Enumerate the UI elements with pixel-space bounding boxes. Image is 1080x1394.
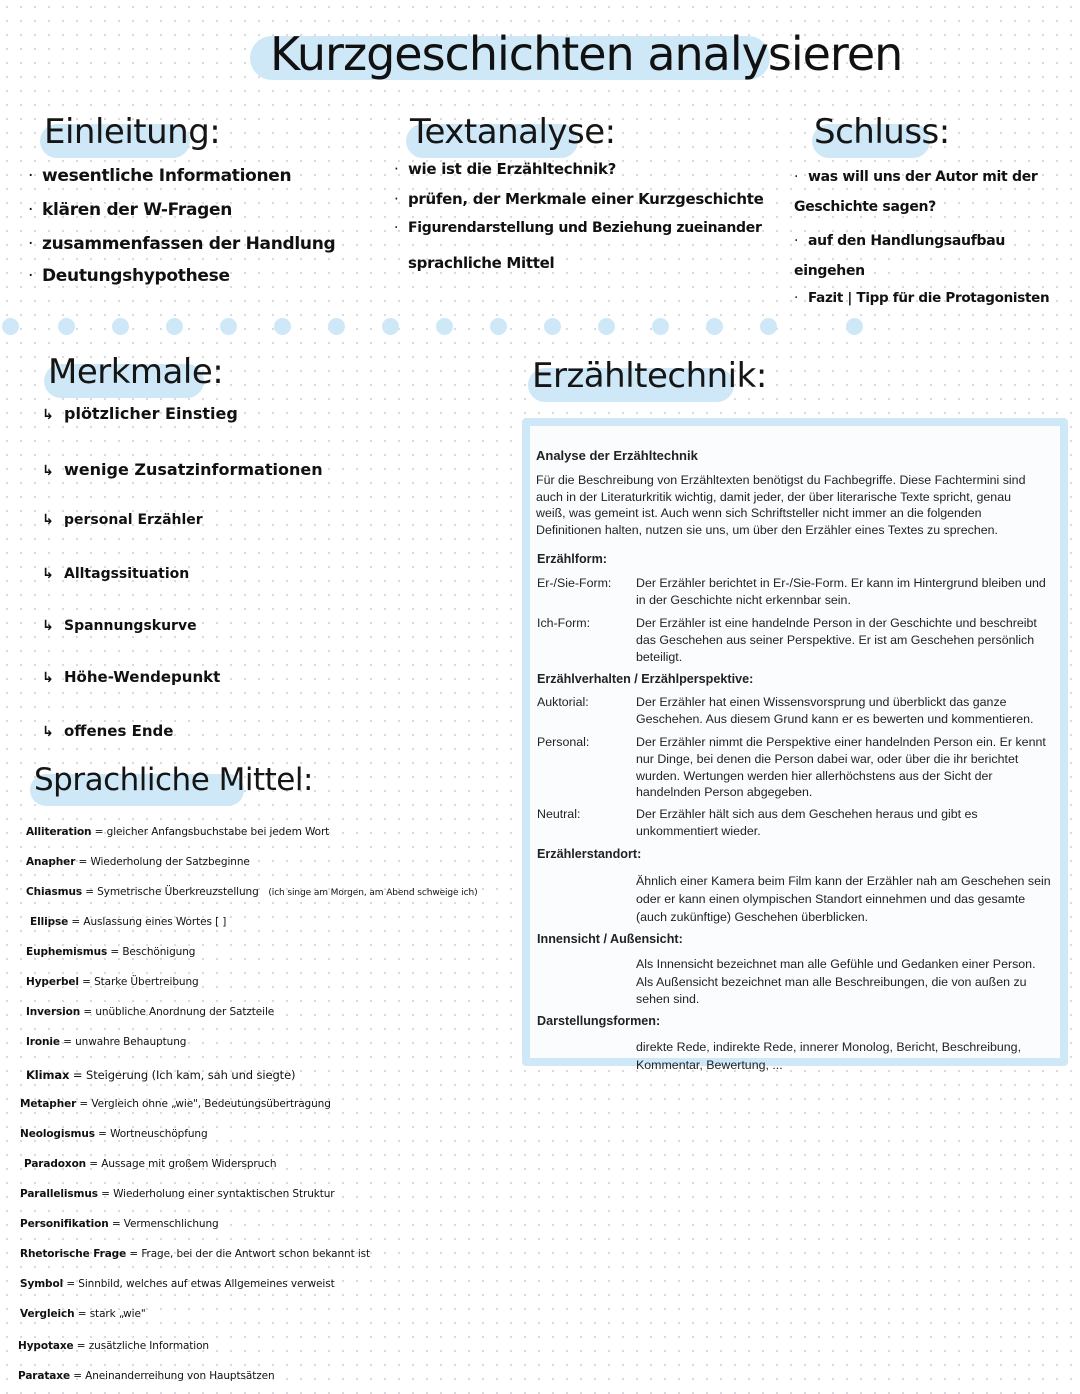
erzaehlerstandort-text: Ähnlich einer Kamera beim Film kann der Erzähler nah am Geschehen sein oder er kann einen olympischen Standort einnehmen und das gesamte (auch zukünftige) Geschehen überblicken.	[636, 874, 1051, 924]
merkmal-item: ↳ Spannungskurve	[42, 618, 197, 634]
sprachliche-mittel-heading: Sprachliche Mittel:	[34, 762, 313, 798]
erzaehlform-heading: Erzählform:	[537, 552, 607, 566]
stilmittel-item: Parataxe = Aneinanderreihung von Hauptsätzen	[18, 1370, 275, 1382]
textanalyse-item: · Figurendarstellung und Beziehung zueinander	[394, 220, 762, 236]
darstellungsformen-heading: Darstellungsformen:	[537, 1014, 661, 1028]
stilmittel-item: Vergleich = stark „wie"	[20, 1308, 146, 1320]
stilmittel-item: Euphemismus = Beschönigung	[26, 946, 196, 958]
textanalyse-heading: Textanalyse:	[410, 112, 616, 152]
einleitung-heading: Einleitung:	[44, 112, 221, 152]
darstellungsformen-text: direkte Rede, indirekte Rede, innerer Monolog, Bericht, Beschreibung, Kommentar, Bewertung, ...	[636, 1040, 1022, 1072]
schluss-item: · Fazit | Tipp für die Protagonisten	[794, 290, 1050, 306]
schluss-item: · was will uns der Autor mit der Geschichte sagen?	[794, 169, 1038, 215]
einleitung-item: · klären der W-Fragen	[28, 200, 233, 220]
infobox-title: Analyse der Erzähltechnik	[536, 448, 698, 463]
merkmale-heading: Merkmale:	[48, 352, 224, 392]
merkmal-item: ↳ Höhe-Wendepunkt	[42, 668, 221, 686]
einleitung-item: · Deutungshypothese	[28, 266, 230, 286]
stilmittel-item: Chiasmus = Symetrische Überkreuzstellung (ich singe am Morgen, am Abend schweige ich)	[26, 886, 478, 898]
stilmittel-item: Klimax = Steigerung (Ich kam, sah und siegte)	[26, 1068, 296, 1082]
stilmittel-item: Hypotaxe = zusätzliche Information	[18, 1340, 209, 1352]
innensicht-text: Als Innensicht bezeichnet man alle Gefühle und Gedanken einer Person. Als Außensicht bezeichnet man alle Beschreibungen, die von außen zu sehen sind.	[636, 957, 1036, 1006]
textanalyse-item: · wie ist die Erzähltechnik?	[394, 160, 617, 178]
stilmittel-item: Parallelismus = Wiederholung einer syntaktischen Struktur	[20, 1188, 335, 1200]
stilmittel-item: Metapher = Vergleich ohne „wie", Bedeutungsübertragung	[20, 1098, 331, 1110]
ich-form-label: Ich-Form:	[537, 616, 591, 630]
ich-form-text: Der Erzähler ist eine handelnde Person in der Geschichte und beschreibt das Geschehen aus seiner Perspektive. Er ist am Geschehen persönlich beteiligt.	[636, 616, 1037, 664]
einleitung-item: · wesentliche Informationen	[28, 166, 292, 186]
merkmal-item: ↳ personal Erzähler	[42, 512, 203, 528]
stilmittel-item: Ironie = unwahre Behauptung	[26, 1036, 187, 1048]
page-title: Kurzgeschichten analysieren	[270, 27, 903, 81]
merkmal-item: ↳ wenige Zusatzinformationen	[42, 460, 323, 479]
merkmal-item: ↳ plötzlicher Einstieg	[42, 404, 238, 423]
er-form-label: Er-/Sie-Form:	[537, 576, 612, 590]
stilmittel-item: Inversion = unübliche Anordnung der Satzteile	[26, 1006, 275, 1018]
textanalyse-item: · prüfen, der Merkmale einer Kurzgeschichte	[394, 190, 764, 208]
stilmittel-item: Neologismus = Wortneuschöpfung	[20, 1128, 208, 1140]
auktorial-label: Auktorial:	[537, 695, 589, 709]
stilmittel-item: Ellipse = Auslassung eines Wortes [ ]	[30, 916, 227, 928]
infobox-intro: Für die Beschreibung von Erzähltexten benötigst du Fachbegriffe. Diese Fachtermini sind auch in der Literaturkritik wichtig, damit jeder, der über literarische Texte spricht, genau weiß, was gemeint ist. Auch wenn sich Schriftsteller nicht immer an die folgenden Definitionen halten, nutzen sie uns, um über den Erzähler eines Textes zu sprechen.	[536, 473, 1026, 537]
stilmittel-item: Symbol = Sinnbild, welches auf etwas Allgemeines verweist	[20, 1278, 335, 1290]
textanalyse-item: sprachliche Mittel	[408, 254, 555, 272]
stilmittel-item: Alliteration = gleicher Anfangsbuchstabe bei jedem Wort	[26, 826, 330, 838]
personal-text: Der Erzähler nimmt die Perspektive einer handelnden Person ein. Er kennt nur Dinge, bei denen die Person dabei war, oder über die ihr berichtet wurden. Wertungen werden hier allerhöchstens aus der Sicht der handelnden Person abgegeben.	[636, 735, 1046, 800]
neutral-text: Der Erzähler hält sich aus dem Geschehen heraus und gibt es unkommentiert wieder.	[636, 807, 978, 838]
erzaehlerstandort-heading: Erzählerstandort:	[537, 847, 642, 861]
stilmittel-item: Paradoxon = Aussage mit großem Widerspruch	[24, 1158, 277, 1170]
stilmittel-item: Rhetorische Frage = Frage, bei der die Antwort schon bekannt ist	[20, 1248, 371, 1260]
auktorial-text: Der Erzähler hat einen Wissensvorsprung und überblickt das ganze Geschehen. Aus diesem Grund kann er es bewerten und kommentieren.	[636, 695, 1034, 726]
neutral-label: Neutral:	[537, 807, 581, 821]
einleitung-item: · zusammenfassen der Handlung	[28, 234, 336, 254]
erzaehltechnik-heading: Erzähltechnik:	[532, 356, 767, 396]
merkmal-item: ↳ Alltagssituation	[42, 566, 190, 582]
stilmittel-item: Personifikation = Vermenschlichung	[20, 1218, 219, 1230]
innensicht-heading: Innensicht / Außensicht:	[537, 932, 683, 946]
schluss-item: · auf den Handlungsaufbau eingehen	[794, 233, 1006, 279]
er-form-text: Der Erzähler berichtet in Er-/Sie-Form. Er kann im Hintergrund bleiben und in der Geschichte nicht erkennbar sein.	[636, 576, 1046, 607]
personal-label: Personal:	[537, 735, 590, 749]
schluss-heading: Schluss:	[814, 112, 950, 152]
erzaehltechnik-infobox	[522, 418, 1068, 1072]
merkmal-item: ↳ offenes Ende	[42, 722, 174, 740]
erzaehlverhalten-heading: Erzählverhalten / Erzählperspektive:	[537, 672, 754, 686]
stilmittel-item: Anapher = Wiederholung der Satzbeginne	[26, 856, 250, 868]
stilmittel-item: Hyperbel = Starke Übertreibung	[26, 976, 199, 988]
